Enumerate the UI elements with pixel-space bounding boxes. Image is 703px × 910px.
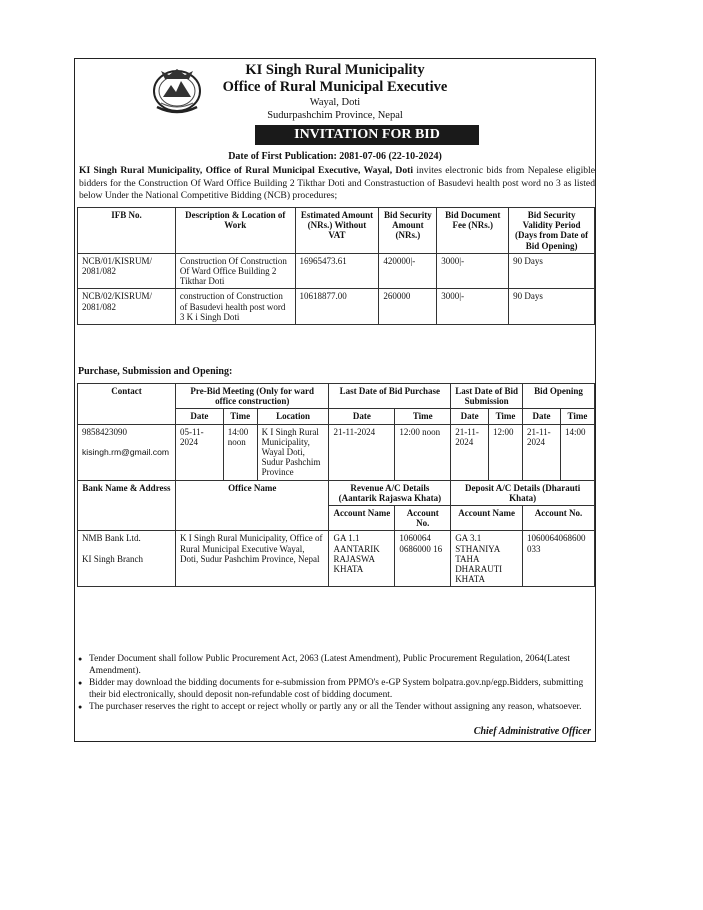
list-item: ● Tender Document shall follow Public Procurement Act, 2063 (Latest Amendment), Public Procurement Regulation, 2064(Latest Amendment). xyxy=(78,653,594,677)
list-item: ● Bidder may download the bidding documents for e-submission from PPMO's e-GP System bolpatra.gov.np/egp.Bidders, submitting their bid electronically, should deposit non-refundable cost of bidding document. xyxy=(78,677,594,701)
contact-phone: 9858423090 xyxy=(82,426,127,437)
col-time: Time xyxy=(223,409,257,424)
col-bid-opening: Bid Opening xyxy=(522,384,594,409)
col-bid-security: Bid Security Amount (NRs.) xyxy=(379,208,437,254)
col-time: Time xyxy=(560,409,594,424)
purchase-header-row xyxy=(78,384,595,409)
col-time: Time xyxy=(489,409,523,424)
bank-name: NMB Bank Ltd. xyxy=(82,533,141,544)
purchase-table xyxy=(77,383,595,587)
cell-estimated-amount: 10618877.00 xyxy=(295,289,379,325)
col-date: Date xyxy=(175,409,223,424)
intro-paragraph xyxy=(79,165,595,203)
publication-date: Date of First Publication: 2081-07-06 (22-10-2024) xyxy=(228,151,442,162)
col-account-name: Account Name xyxy=(451,506,523,531)
cell-validity-period: 90 Days xyxy=(509,253,595,289)
table-row xyxy=(78,289,595,325)
col-last-submission: Last Date of Bid Submission xyxy=(451,384,523,409)
cell-office-name: K I Singh Rural Municipality, Office of Rural Municipal Executive Wayal, Doti, Sudur Pashchim Province, Nepal xyxy=(175,531,329,587)
cell-ifb-no: NCB/02/KISRUM/ 2081/082 xyxy=(78,289,176,325)
cell-prebid-time: 14:00 noon xyxy=(223,424,257,480)
cell-opening-time: 14:00 xyxy=(560,424,594,480)
cell-ifb-no: NCB/01/KISRUM/ 2081/082 xyxy=(78,253,176,289)
col-location: Location xyxy=(257,409,329,424)
bid-table-header xyxy=(78,208,595,254)
cell-revenue-no: 1060064 0686000 16 xyxy=(395,531,451,587)
address-line-2: Sudurpashchim Province, Nepal xyxy=(267,110,403,121)
list-item: ● The purchaser reserves the right to accept or reject wholly or partly any or all the Tender without assigning any reason, whatsoever. xyxy=(78,701,594,713)
signature: Chief Administrative Officer xyxy=(473,726,591,737)
cell-validity-period: 90 Days xyxy=(509,289,595,325)
intro-bold: KI Singh Rural Municipality, Office of Rural Municipal Executive, Wayal, Doti xyxy=(79,165,414,176)
bid-notice xyxy=(74,58,596,742)
cell-description: construction of Construction of Basudevi health post word 3 K i Singh Doti xyxy=(175,289,295,325)
cell-prebid-date: 05-11-2024 xyxy=(175,424,223,480)
cell-opening-date: 21-11-2024 xyxy=(522,424,560,480)
col-document-fee: Bid Document Fee (NRs.) xyxy=(437,208,509,254)
col-estimated-amount: Estimated Amount (NRs.) Without VAT xyxy=(295,208,379,254)
cell-bid-security: 260000 xyxy=(379,289,437,325)
col-date: Date xyxy=(522,409,560,424)
bank-branch: KI Singh Branch xyxy=(82,553,143,564)
col-account-name: Account Name xyxy=(329,506,395,531)
cell-deposit-name: GA 3.1 STHANIYA TAHA DHARAUTI KHATA xyxy=(451,531,523,587)
col-ifb-no: IFB No. xyxy=(78,208,176,254)
col-last-purchase: Last Date of Bid Purchase xyxy=(329,384,451,409)
intro-text: invites electronic bids from Nepalese eligible bidders for the Construction Of Ward Office Building 2 Tikthar Doti and Constrastuction of Basudevi health post word no 3 as listed below Under the National Competitive Bidding (NCB) procedures; xyxy=(79,165,595,202)
cell-bank xyxy=(78,531,176,587)
cell-submission-time: 12:00 xyxy=(489,424,523,480)
cell-purchase-time: 12:00 noon xyxy=(395,424,451,480)
cell-document-fee: 3000|- xyxy=(437,253,509,289)
col-date: Date xyxy=(451,409,489,424)
col-bank: Bank Name & Address xyxy=(78,480,176,531)
col-account-no: Account No. xyxy=(522,506,594,531)
cell-revenue-name: GA 1.1 AANTARIK RAJASWA KHATA xyxy=(329,531,395,587)
table-row xyxy=(78,424,595,480)
cell-document-fee: 3000|- xyxy=(437,289,509,325)
col-time: Time xyxy=(395,409,451,424)
col-validity-period: Bid Security Validity Period (Days from Date of Bid Opening) xyxy=(509,208,595,254)
col-office-name: Office Name xyxy=(175,480,329,531)
col-prebid-meeting: Pre-Bid Meeting (Only for ward office construction) xyxy=(175,384,329,409)
cell-description: Construction Of Construction Of Ward Office Building 2 Tikthar Doti xyxy=(175,253,295,289)
org-title: KI Singh Rural Municipality xyxy=(245,62,425,78)
col-revenue-account: Revenue A/C Details (Aantarik Rajaswa Khata) xyxy=(329,480,451,505)
cell-submission-date: 21-11-2024 xyxy=(451,424,489,480)
address-line-1: Wayal, Doti xyxy=(309,97,361,108)
contact-email: kisingh.rm@gmail.com xyxy=(82,446,170,457)
cell-bid-security: 420000|- xyxy=(379,253,437,289)
cell-deposit-no: 1060064068600 033 xyxy=(522,531,594,587)
cell-prebid-location: K I Singh Rural Municipality, Wayal Doti, Sudur Pashchim Province xyxy=(257,424,329,480)
col-contact: Contact xyxy=(78,384,176,425)
invitation-banner: INVITATION FOR BID xyxy=(255,125,479,145)
notes-list xyxy=(78,653,594,713)
col-description: Description & Location of Work xyxy=(175,208,295,254)
col-account-no: Account No. xyxy=(395,506,451,531)
col-deposit-account: Deposit A/C Details (Dharauti Khata) xyxy=(451,480,595,505)
cell-purchase-date: 21-11-2024 xyxy=(329,424,395,480)
office-title: Office of Rural Municipal Executive xyxy=(222,79,448,95)
cell-estimated-amount: 16965473.61 xyxy=(295,253,379,289)
account-header-row xyxy=(78,480,595,505)
cell-contact xyxy=(78,424,176,480)
bid-table xyxy=(77,207,595,325)
purchase-section-title: Purchase, Submission and Opening: xyxy=(78,366,233,377)
col-date: Date xyxy=(329,409,395,424)
table-row xyxy=(78,531,595,587)
table-row xyxy=(78,253,595,289)
